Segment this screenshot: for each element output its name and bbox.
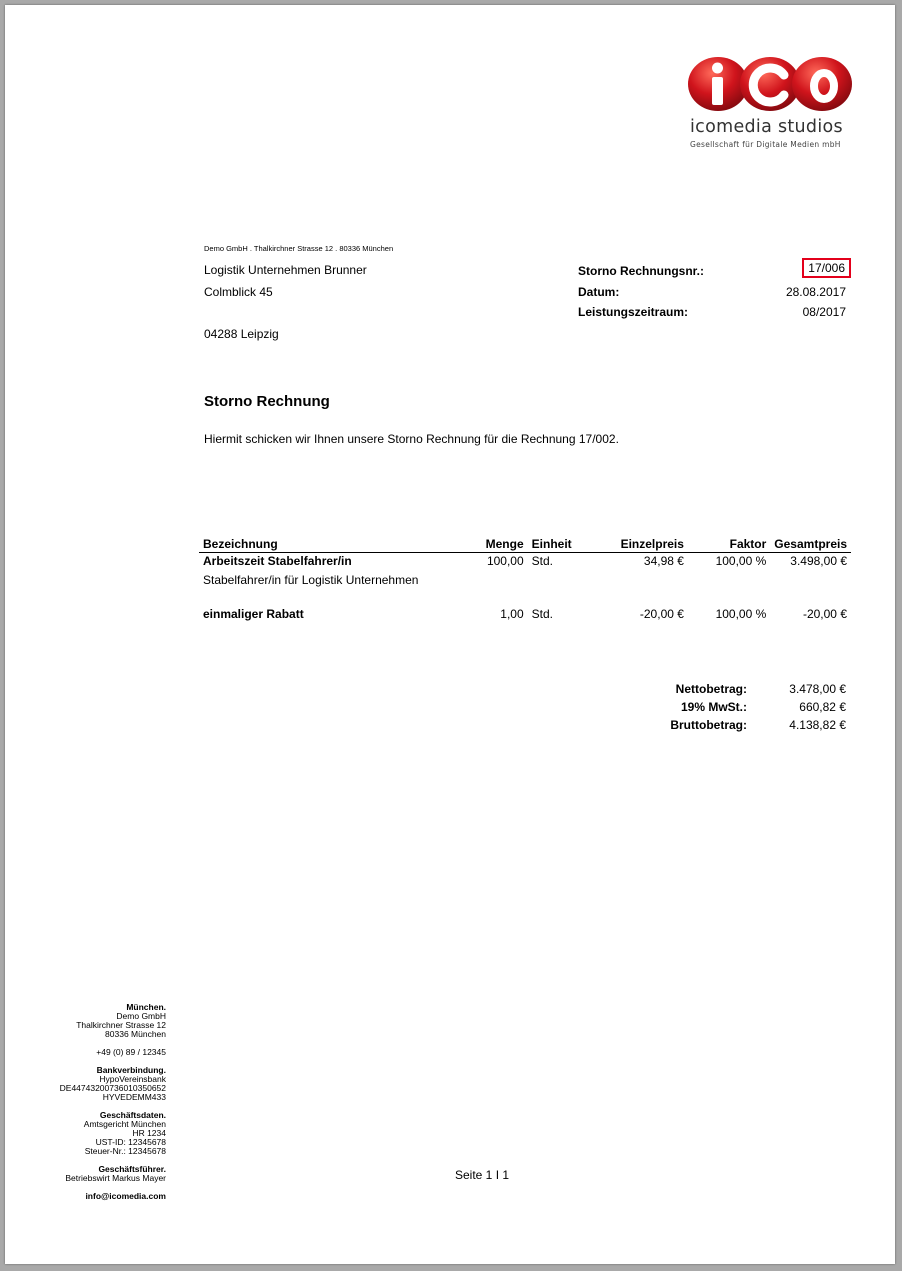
footer-city-heading: München. <box>126 1002 166 1012</box>
recipient-name: Logistik Unternehmen Brunner <box>204 263 367 277</box>
footer-email: info@icomedia.com <box>85 1191 166 1201</box>
document-page <box>5 5 895 1264</box>
row-unit: Std. <box>531 607 554 621</box>
company-logo <box>685 53 855 153</box>
row-unit-price: -20,00 € <box>639 607 684 621</box>
gross-label: Bruttobetrag: <box>670 718 747 732</box>
footer-hr: HR 1234 <box>132 1128 166 1138</box>
row-quantity: 1,00 <box>500 607 524 621</box>
period-label: Leistungszeitraum: <box>578 305 689 319</box>
logo-company-name: icomedia studios <box>690 117 843 137</box>
row-description: einmaliger Rabatt <box>203 607 304 621</box>
footer-bank-heading: Bankverbindung. <box>96 1065 166 1075</box>
row-quantity: 100,00 <box>486 554 524 568</box>
footer-company: Demo GmbH <box>116 1011 166 1021</box>
footer-phone: +49 (0) 89 / 12345 <box>96 1047 166 1057</box>
table-header-row <box>199 535 851 553</box>
row-total: 3.498,00 € <box>790 554 847 568</box>
invoice-number-value: 17/006 <box>802 258 851 278</box>
header-factor: Faktor <box>688 535 770 553</box>
net-value: 3.478,00 € <box>789 682 846 696</box>
footer-ceo: Betriebswirt Markus Mayer <box>65 1173 166 1183</box>
footer-zip-city: 80336 München <box>105 1029 166 1039</box>
vat-value: 660,82 € <box>799 700 846 714</box>
table-spacer <box>199 588 851 606</box>
document-title: Storno Rechnung <box>204 393 330 410</box>
logo-tagline: Gesellschaft für Digitale Medien mbH <box>690 140 841 149</box>
recipient-street: Colmblick 45 <box>204 285 273 299</box>
row-detail: Stabelfahrer/in für Logistik Unternehmen <box>203 573 419 587</box>
period-value: 08/2017 <box>802 305 846 319</box>
intro-text: Hiermit schicken wir Ihnen unsere Storno Rechnung für die Rechnung 17/002. <box>204 432 619 446</box>
header-quantity: Menge <box>472 535 528 553</box>
footer-bic: HYVEDEMM433 <box>102 1092 166 1102</box>
header-description: Bezeichnung <box>199 535 472 553</box>
footer-business-heading: Geschäftsdaten. <box>99 1110 166 1120</box>
table-row-detail <box>199 569 851 588</box>
company-footer <box>6 1003 166 1201</box>
footer-bank-name: HypoVereinsbank <box>99 1074 166 1084</box>
row-factor: 100,00 % <box>715 607 767 621</box>
row-factor: 100,00 % <box>715 554 767 568</box>
vat-label: 19% MwSt.: <box>680 700 747 714</box>
footer-vat-id: UST-ID: 12345678 <box>95 1137 166 1147</box>
date-label: Datum: <box>578 285 620 299</box>
header-unit: Einheit <box>528 535 596 553</box>
invoice-number-label: Storno Rechnungsnr.: <box>578 264 704 278</box>
sender-line: Demo GmbH . Thalkirchner Strasse 12 . 80336 München <box>204 244 394 253</box>
table-row <box>199 606 851 622</box>
footer-street: Thalkirchner Strasse 12 <box>76 1020 166 1030</box>
table-row <box>199 553 851 570</box>
page-number: Seite 1 I 1 <box>455 1168 510 1182</box>
row-unit-price: 34,98 € <box>643 554 684 568</box>
gross-value: 4.138,82 € <box>789 718 846 732</box>
invoice-number-box <box>802 259 851 277</box>
net-label: Nettobetrag: <box>675 682 747 696</box>
date-value: 28.08.2017 <box>785 285 846 299</box>
footer-court: Amtsgericht München <box>83 1119 166 1129</box>
footer-iban: DE44743200736010350652 <box>59 1083 166 1093</box>
header-unit-price: Einzelpreis <box>595 535 688 553</box>
items-table <box>199 535 851 622</box>
row-unit: Std. <box>531 554 554 568</box>
footer-tax-no: Steuer-Nr.: 12345678 <box>84 1146 166 1156</box>
row-total: -20,00 € <box>802 607 847 621</box>
logo-graphic <box>685 53 855 117</box>
row-description: Arbeitszeit Stabelfahrer/in <box>203 554 352 568</box>
footer-ceo-heading: Geschäftsführer. <box>98 1164 166 1174</box>
recipient-city: 04288 Leipzig <box>204 327 279 341</box>
header-total: Gesamtpreis <box>770 535 851 553</box>
